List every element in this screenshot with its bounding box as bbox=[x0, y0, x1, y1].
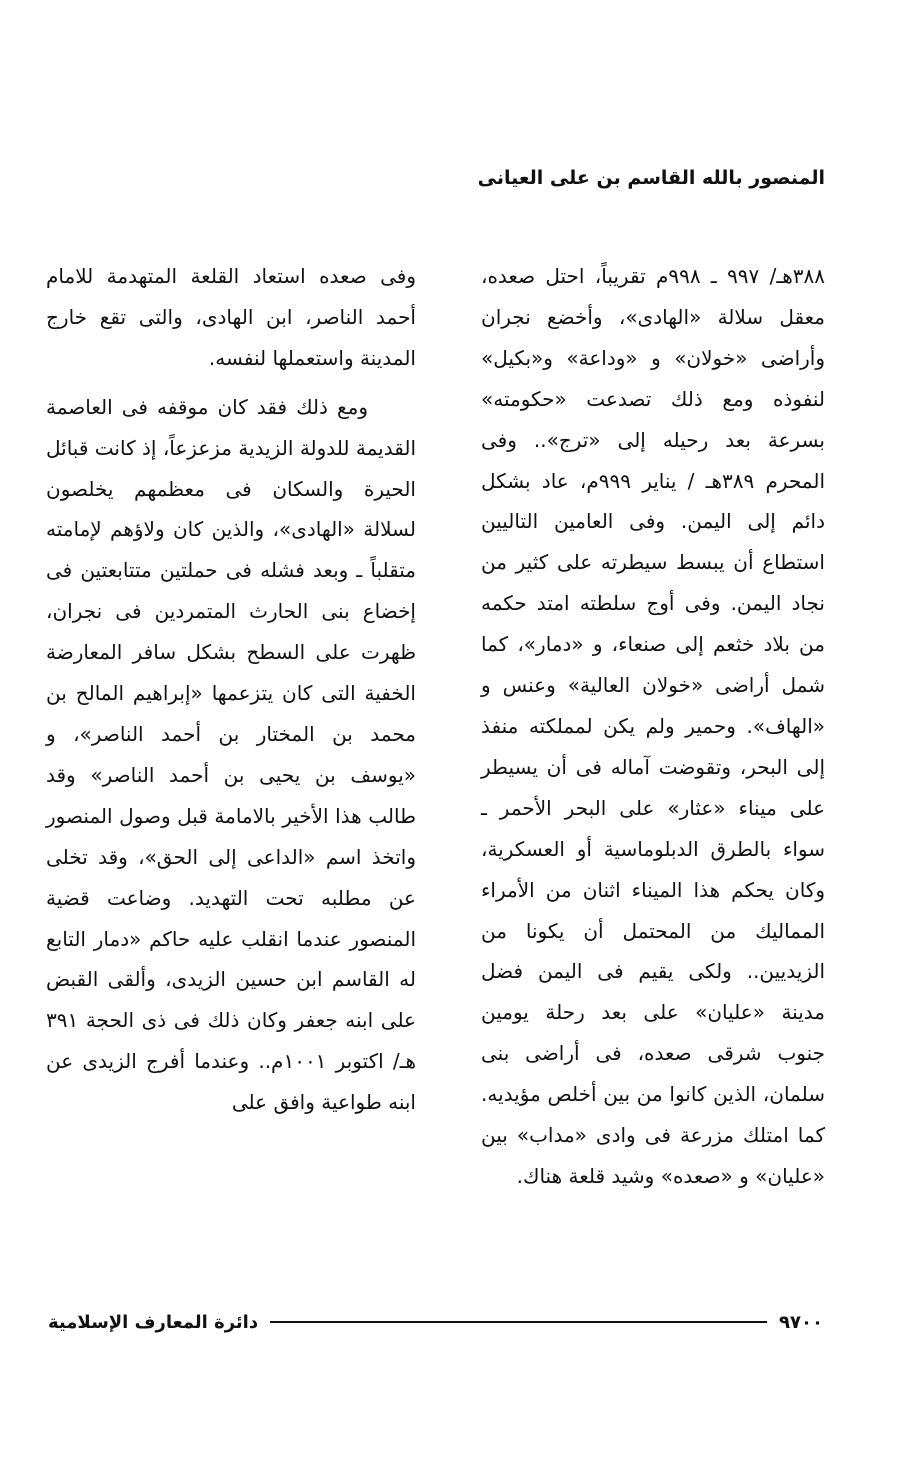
left-column-paragraph: ومع ذلك فقد كان موقفه فى العاصمة القديمة للدولة الزيدية مزعزعاً، إذ كانت قبائل الحيرة والسكان فى معظمهم يخلصون لسلالة «الهادى»، والذين كان ولاؤهم لإمامته متقلباً ـ وبعد فشله فى حملتين متتابعتين فى إخضاع بنى الحارث المتمردين فى نجران، ظهرت على السطح بشكل سافر المعارضة الخفية التى كان يتزعمها «إبراهيم المالح بن محمد بن المختار بن أحمد الناصر»، و «يوسف بن يحيى بن أحمد الناصر» وقد طالب هذا الأخير بالامامة قبل وصول المنصور واتخذ اسم «الداعى إلى الحق»، وقد تخلى عن مطلبه تحت التهديد. وضاعت قضية المنصور عندما انقلب عليه حاكم «دمار التابع له القاسم ابن حسين الزيدى، وألقى القبض على ابنه جعفر وكان ذلك فى ذى الحجة ٣٩١ هـ/ اكتوبر ١٠٠١م.. وعندما أفرج الزيدى عن ابنه طواعية وافق على bbox=[46, 394, 417, 1115]
right-column-paragraph: ٣٨٨هـ/ ٩٩٧ ـ ٩٩٨م تقريباً، احتل صعده، معقل سلالة «الهادى»، وأخضع نجران وأراضى «خولان» و «وداعة» و«بكيل» لنفوذه ومع ذلك تصدعت «حكومته» بسرعة بعد رحيله إلى «ترج».. وفى المحرم ٣٨٩هـ / يناير ٩٩٩م، عاد بشكل دائم إلى اليمن. وفى العامين التاليين استطاع أن يبسط سيطرته على كثير من نجاد اليمن. وفى أوج سلطته امتد حكمه من بلاد خثعم إلى صنعاء، و «دمار»، كما شمل أراضى «خولان العالية» وعنس و «الهاف». وحمير ولم يكن لمملكته منفذ إلى البحر، وتقوضت آماله فى أن يسيطر على ميناء «عثار» على البحر الأحمر ـ سواء بالطرق الدبلوماسية أو العسكرية، وكان يحكم هذا الميناء اثنان من الأمراء المماليك من المحتمل أن يكونا من الزيديين.. ولكى يقيم فى اليمن فضل مدينة «عليان» على بعد رحلة يومين جنوب شرقى صعده، فى أراضى بنى سلمان، الذين كانوا من بين أخلص مؤيديه. كما امتلك مزرعة فى وادى «مداب» بين «عليان» و «صعده» وشيد قلعة هناك. bbox=[481, 264, 825, 1188]
footer-rule bbox=[270, 1321, 767, 1323]
right-column bbox=[481, 256, 825, 1197]
journal-title: دائرة المعارف الإسلامية bbox=[48, 1311, 259, 1333]
page-footer bbox=[48, 1302, 823, 1342]
left-column bbox=[46, 256, 416, 1131]
running-header: المنصور بالله القاسم بن على العيانى bbox=[477, 167, 825, 189]
page-number: ٩٧٠٠ bbox=[779, 1311, 823, 1333]
left-column-paragraph: وفى صعده استعاد القلعة المتهدمة للامام أحمد الناصر، ابن الهادى، والتى تقع خارج المدينة واستعملها لنفسه. bbox=[46, 264, 416, 370]
